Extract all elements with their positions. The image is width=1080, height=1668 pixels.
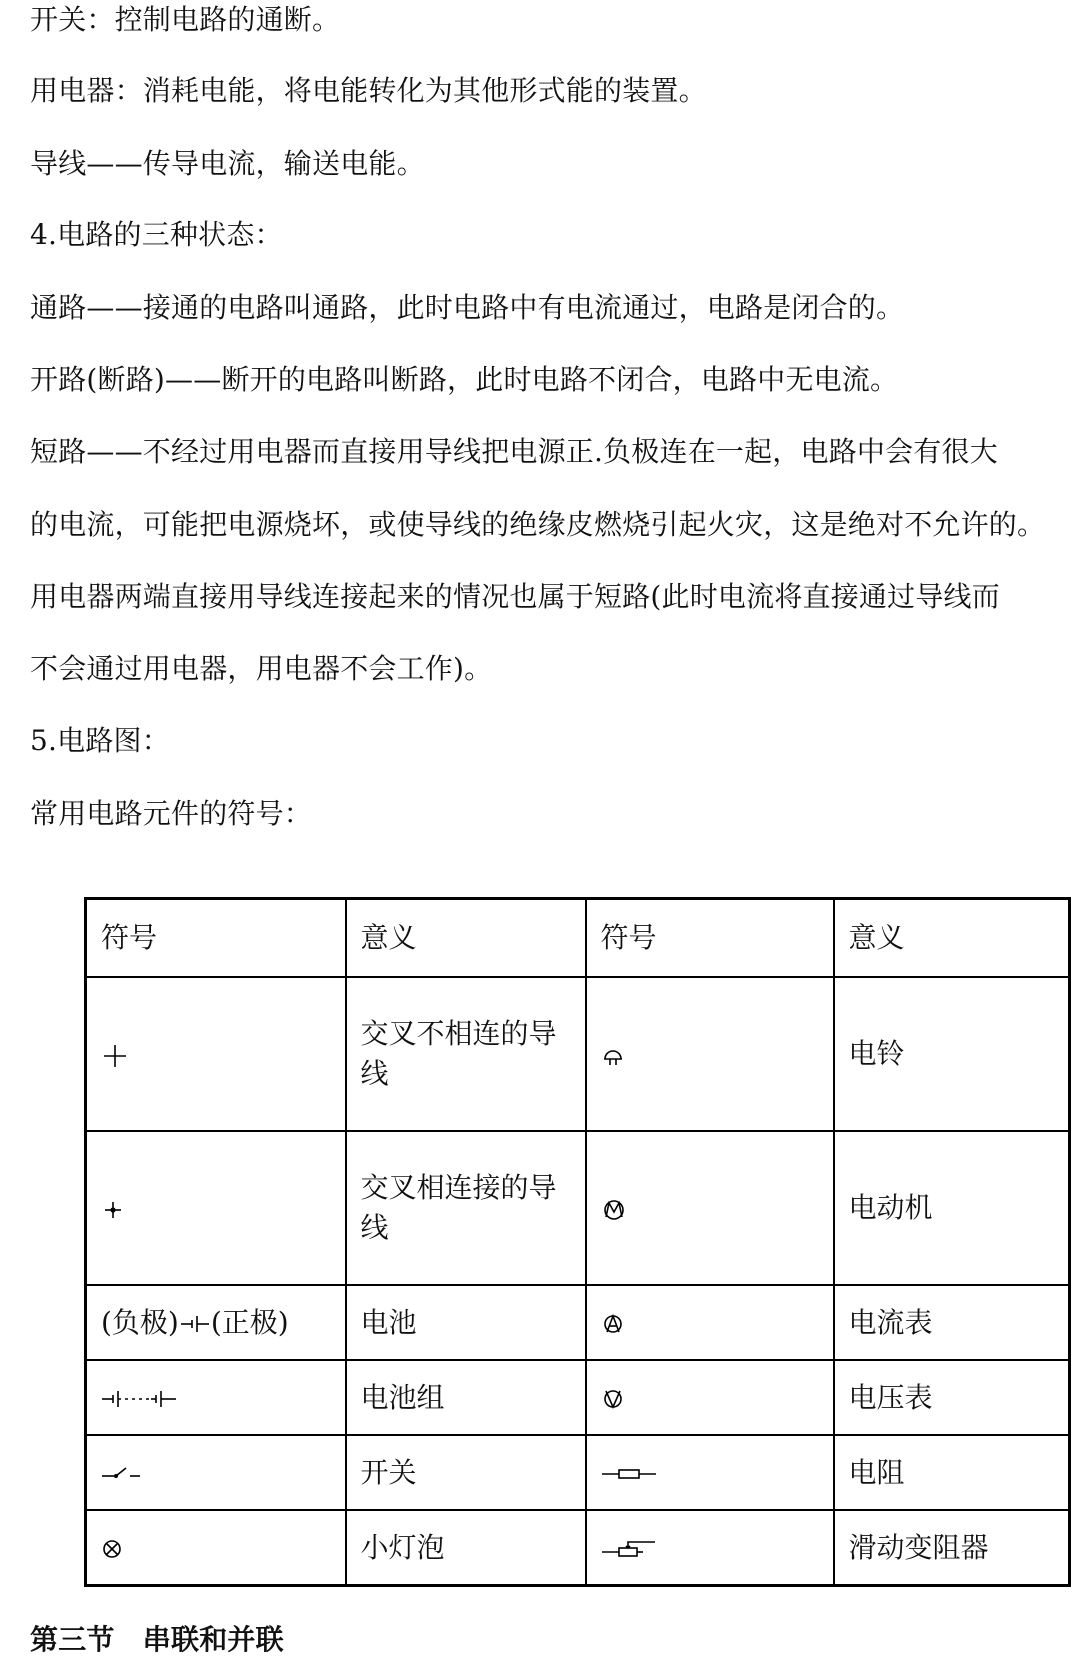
meaning-cell: 交叉相连接的导线 <box>346 1131 586 1285</box>
text-line-appliance: 用电器：消耗电能，将电能转化为其他形式能的装置。 <box>30 74 707 107</box>
meaning-cell: 交叉不相连的导线 <box>346 977 586 1131</box>
symbol-cell <box>586 1435 834 1510</box>
symbol-cell <box>86 1285 346 1360</box>
text-line-short-circuit-4: 不会通过用电器，用电器不会工作)。 <box>30 652 493 685</box>
text-line-open-circuit: 开路(断路)——断开的电路叫断路，此时电路不闭合，电路中无电流。 <box>30 363 899 396</box>
meaning-cell: 电阻 <box>834 1435 1070 1510</box>
meaning-cell: 开关 <box>346 1435 586 1510</box>
battery-pack-icon <box>101 1388 177 1410</box>
text-line-three-states: 4.电路的三种状态： <box>30 218 283 251</box>
symbol-cell <box>586 1131 834 1285</box>
symbol-cell <box>86 1510 346 1586</box>
symbol-cell <box>586 977 834 1131</box>
battery-icon <box>180 1313 210 1335</box>
motor-icon <box>601 1198 627 1222</box>
symbol-cell <box>586 1510 834 1586</box>
symbol-cell <box>86 1131 346 1285</box>
ammeter-icon <box>601 1312 625 1336</box>
meaning-cell: 电流表 <box>834 1285 1070 1360</box>
symbol-cell <box>86 1435 346 1510</box>
light-bulb-icon <box>101 1538 123 1560</box>
table-row <box>86 977 1070 1131</box>
meaning-cell: 电动机 <box>834 1131 1070 1285</box>
text-line-short-circuit-3: 用电器两端直接用导线连接起来的情况也属于短路(此时电流将直接通过导线而 <box>30 580 1000 613</box>
meaning-cell: 电池 <box>346 1285 586 1360</box>
symbol-cell <box>86 1360 346 1435</box>
table-row <box>86 1435 1070 1510</box>
resistor-icon <box>601 1464 657 1484</box>
table-header-symbol: 符号 <box>586 899 834 978</box>
crossing-wires-connected-icon <box>101 1198 125 1222</box>
rheostat-icon <box>601 1537 657 1561</box>
text-line-circuit-diagram: 5.电路图： <box>30 724 170 757</box>
text-line-closed-circuit: 通路——接通的电路叫通路，此时电路中有电流通过，电路是闭合的。 <box>30 291 905 324</box>
table-row <box>86 1131 1070 1285</box>
table-header-meaning: 意义 <box>346 899 586 978</box>
electric-bell-icon <box>601 1044 625 1068</box>
table-header-symbol: 符号 <box>86 899 346 978</box>
meaning-cell: 滑动变阻器 <box>834 1510 1070 1586</box>
table-header-row <box>86 899 1070 978</box>
switch-icon <box>101 1463 141 1485</box>
section-heading: 第三节 串联和并联 <box>30 1623 284 1656</box>
table-row <box>86 1285 1070 1360</box>
table-row <box>86 1360 1070 1435</box>
table-header-meaning: 意义 <box>834 899 1070 978</box>
meaning-cell: 电压表 <box>834 1360 1070 1435</box>
text-line-short-circuit-1: 短路——不经过用电器而直接用导线把电源正.负极连在一起，电路中会有很大 <box>30 435 998 468</box>
symbol-cell <box>586 1360 834 1435</box>
negative-terminal-label: (负极) <box>101 1305 179 1339</box>
text-line-switch: 开关：控制电路的通断。 <box>30 3 341 36</box>
text-line-wire: 导线——传导电流，输送电能。 <box>30 147 425 180</box>
circuit-symbol-table <box>84 897 1071 1587</box>
text-line-symbols-intro: 常用电路元件的符号： <box>30 797 313 830</box>
meaning-cell: 电铃 <box>834 977 1070 1131</box>
crossing-wires-unconnected-icon <box>101 1042 129 1070</box>
positive-terminal-label: (正极) <box>210 1305 289 1339</box>
text-line-short-circuit-2: 的电流，可能把电源烧坏，或使导线的绝缘皮燃烧引起火灾，这是绝对不允许的。 <box>30 508 1046 541</box>
symbol-cell <box>86 977 346 1131</box>
meaning-cell: 电池组 <box>346 1360 586 1435</box>
symbol-cell <box>586 1285 834 1360</box>
table-row <box>86 1510 1070 1586</box>
voltmeter-icon <box>601 1387 625 1411</box>
meaning-cell: 小灯泡 <box>346 1510 586 1586</box>
